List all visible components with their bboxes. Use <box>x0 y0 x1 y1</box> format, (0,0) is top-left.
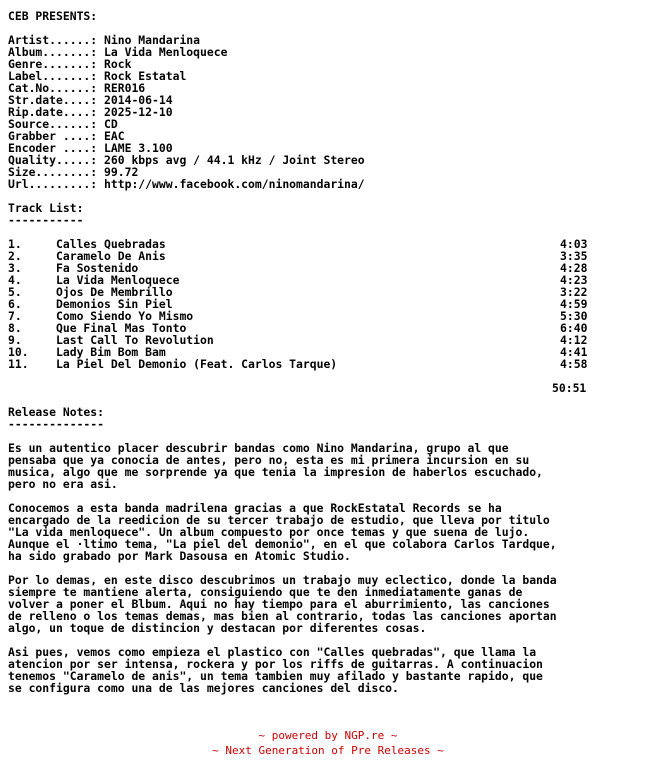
track-duration: 4:03 <box>560 237 588 251</box>
info-label: Artist......: <box>8 33 98 47</box>
info-value: EAC <box>104 129 125 143</box>
info-value: RER016 <box>104 81 146 95</box>
total-row <box>8 382 648 394</box>
track-number: 3. <box>8 261 22 275</box>
track-title: Como Siendo Yo Mismo <box>56 309 194 323</box>
release-notes-paragraph: Es un autentico placer descubrir bandas como Nino Mandarina, grupo al que pensaba que ya conocia de antes, pero no, esta es mi primera incursion en su musica, algo que me sorprende ya que tenia la impresion de haberlos escuchado, pero no era asi. <box>8 441 543 491</box>
info-value: La Vida Menloquece <box>104 45 228 59</box>
track-title: Fa Sostenido <box>56 261 139 275</box>
info-value: 260 kbps avg / 44.1 kHz / Joint Stereo <box>104 153 365 167</box>
track-number: 8. <box>8 321 22 335</box>
info-value: Rock <box>104 57 132 71</box>
track-number: 5. <box>8 285 22 299</box>
track-duration: 5:30 <box>560 309 588 323</box>
track-number: 10. <box>8 345 29 359</box>
track-title: Lady Bim Bom Bam <box>56 345 166 359</box>
info-value: LAME 3.100 <box>104 141 173 155</box>
info-label: Album.......: <box>8 45 98 59</box>
track-duration: 4:28 <box>560 261 588 275</box>
release-notes-paragraph: Por lo demas, en este disco descubrimos un trabajo muy eclectico, donde la banda siempre te mantiene alerta, consiguiendo que te den inmediatamente ganas de volver a poner el Blbum. Aqui no hay tiempo para el aburrimiento, las canciones de relleno o los temas demas, mas bien al contrario, todas las canciones aportan algo, un toque de distincion y destacan por diferentes cosas. <box>8 573 557 635</box>
info-value: Rock Estatal <box>104 69 187 83</box>
footer-tagline[interactable]: ~ Next Generation of Pre Releases ~ <box>212 744 444 757</box>
info-value: 2025-12-10 <box>104 105 173 119</box>
track-duration: 4:59 <box>560 297 588 311</box>
info-label: Size........: <box>8 165 98 179</box>
track-title: Last Call To Revolution <box>56 333 214 347</box>
info-label: Label.......: <box>8 69 98 83</box>
track-duration: 4:23 <box>560 273 588 287</box>
track-row <box>8 358 648 370</box>
release-notes-paragraph: Conocemos a esta banda madrilena gracias a que RockEstatal Records se ha encargado de la reedicion de su tercer trabajo de estudio, que lleva por titulo "La vida menloquece". Un album compuesto por once temas y que suena de lujo. Aunque el ·ltimo tema, "La piel del demonio", en el que colabora Carlos Tardque, ha sido grabado por Mark Dasousa en Atomic Studio. <box>8 501 557 563</box>
track-title: La Piel Del Demonio (Feat. Carlos Tarque) <box>56 357 338 371</box>
spacer <box>8 190 648 202</box>
track-number: 7. <box>8 309 22 323</box>
track-title: Calles Quebradas <box>56 237 166 251</box>
track-number: 2. <box>8 249 22 263</box>
info-label: Rip.date....: <box>8 105 98 119</box>
info-label: Source......: <box>8 117 98 131</box>
info-value: 2014-06-14 <box>104 93 173 107</box>
track-duration: 4:12 <box>560 333 588 347</box>
track-duration: 3:35 <box>560 249 588 263</box>
total-duration: 50:51 <box>552 381 587 395</box>
track-number: 9. <box>8 333 22 347</box>
tracklist-heading: Track List: <box>8 201 84 215</box>
track-number: 11. <box>8 357 29 371</box>
info-label: Str.date....: <box>8 93 98 107</box>
info-label: Url.........: <box>8 177 98 191</box>
footer <box>0 728 656 758</box>
info-label: Grabber ....: <box>8 129 98 143</box>
info-label: Genre.......: <box>8 57 98 71</box>
nfo-document <box>8 10 648 694</box>
track-list <box>8 238 648 370</box>
track-duration: 4:58 <box>560 357 588 371</box>
track-number: 4. <box>8 273 22 287</box>
track-number: 6. <box>8 297 22 311</box>
presents-header: CEB PRESENTS: <box>8 9 98 23</box>
info-value: Nino Mandarina <box>104 33 201 47</box>
release-notes-paragraph: Asi pues, vemos como empieza el plastico con "Calles quebradas", que llama la atencion por ser intensa, rockera y por los riffs de guitarras. A continuacion tenemos "Caramelo de anis", un tema tambien muy afilado y bastante rapido, que se configura como una de las mejores canciones del disco. <box>8 645 543 695</box>
release-notes-underline: -------------- <box>8 417 105 431</box>
info-label: Cat.No......: <box>8 81 98 95</box>
info-row-url <box>8 178 648 190</box>
info-value: CD <box>104 117 118 131</box>
info-value: 99.72 <box>104 165 139 179</box>
info-url[interactable]: http://www.facebook.com/ninomandarina/ <box>104 177 365 191</box>
info-block <box>8 34 648 190</box>
track-title: La Vida Menloquece <box>56 273 180 287</box>
track-title: Caramelo De Anis <box>56 249 166 263</box>
spacer <box>8 394 648 406</box>
footer-powered-by[interactable]: ~ powered by NGP.re ~ <box>258 729 398 742</box>
track-duration: 4:41 <box>560 345 588 359</box>
tracklist-underline: ----------- <box>8 213 84 227</box>
track-title: Que Final Mas Tonto <box>56 321 187 335</box>
release-notes-heading: Release Notes: <box>8 405 105 419</box>
track-number: 1. <box>8 237 22 251</box>
info-label: Quality.....: <box>8 153 98 167</box>
track-duration: 3:22 <box>560 285 588 299</box>
info-label: Encoder ....: <box>8 141 98 155</box>
track-title: Ojos De Membrillo <box>56 285 173 299</box>
track-duration: 6:40 <box>560 321 588 335</box>
track-title: Demonios Sin Piel <box>56 297 173 311</box>
